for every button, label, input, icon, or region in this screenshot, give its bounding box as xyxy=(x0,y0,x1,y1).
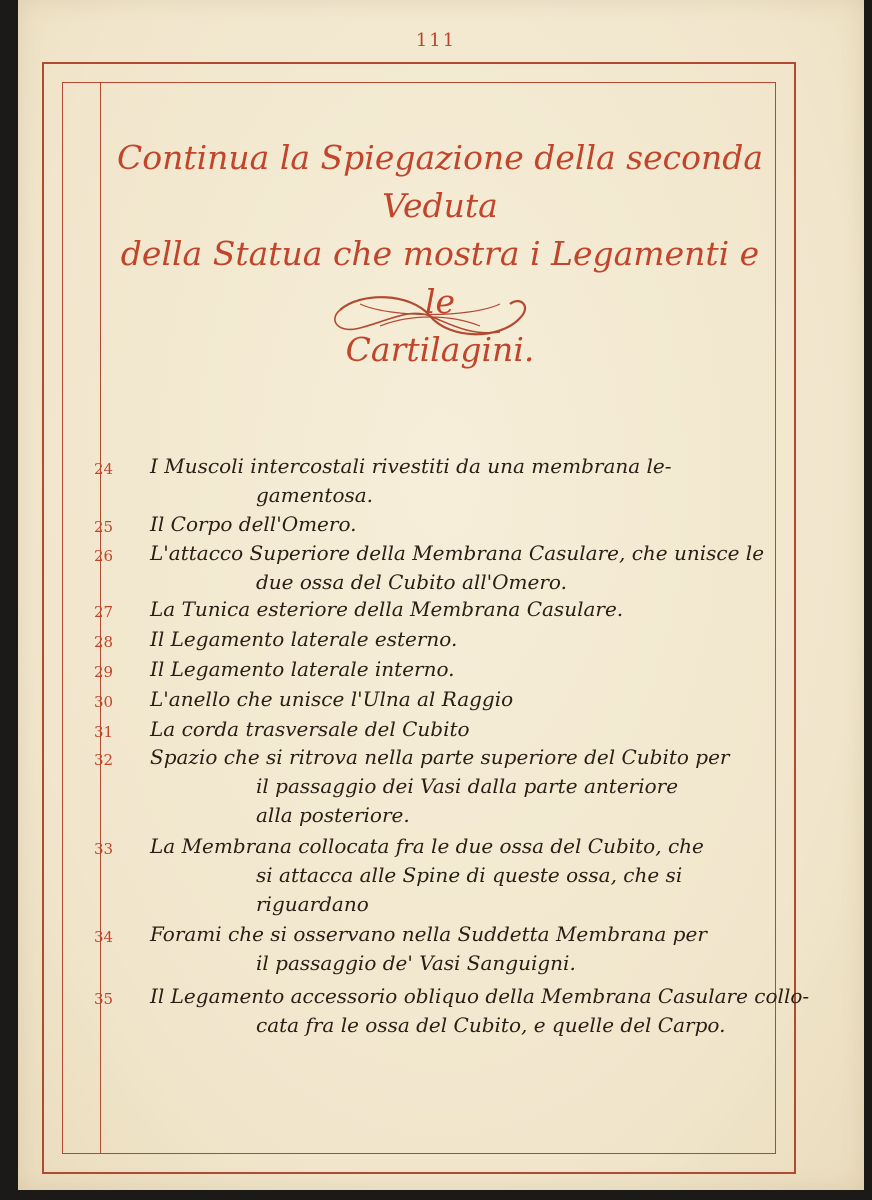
title-line-1: Continua la Spiegazione della seconda Veduta xyxy=(116,138,764,225)
entry-text-line: La corda trasversale del Cubito xyxy=(150,717,470,741)
entry-number: 24 xyxy=(94,460,114,478)
entry-text-line: Il Corpo dell'Omero. xyxy=(150,512,357,536)
entry-number: 34 xyxy=(94,928,114,946)
entry-text-line: I Muscoli intercostali rivestiti da una membrana le- xyxy=(150,454,672,478)
entry-number: 33 xyxy=(94,840,114,858)
entry-number: 27 xyxy=(94,603,114,621)
entry-number: 28 xyxy=(94,633,114,651)
entry-text-line: Spazio che si ritrova nella parte superiore del Cubito per xyxy=(150,745,730,769)
entry-text-line: Il Legamento accessorio obliquo della Membrana Casulare collo- xyxy=(150,984,810,1008)
entry-text-line: L'attacco Superiore della Membrana Casulare, che unisce le xyxy=(150,541,765,565)
entry-text-line: cata fra le ossa del Cubito, e quelle del Carpo. xyxy=(256,1013,726,1037)
entry-number: 29 xyxy=(94,663,114,681)
entry-text-line: Forami che si osservano nella Suddetta Membrana per xyxy=(150,922,707,946)
entry-text-line: due ossa del Cubito all'Omero. xyxy=(256,570,567,594)
page-number: 111 xyxy=(415,30,457,51)
entry-text-line: riguardano xyxy=(256,892,369,916)
entry-number: 35 xyxy=(94,990,114,1008)
entry-text-line: L'anello che unisce l'Ulna al Raggio xyxy=(150,687,514,711)
entry-text-line: alla posteriore. xyxy=(256,803,410,827)
entry-number: 30 xyxy=(94,693,114,711)
title-line-3: Cartilagini. xyxy=(345,330,535,369)
entry-text-line: Il Legamento laterale interno. xyxy=(150,657,455,681)
title-line-2: della Statua che mostra i Legamenti e le xyxy=(120,234,760,321)
entry-number: 31 xyxy=(94,723,114,741)
entry-text-line: La Tunica esteriore della Membrana Casulare. xyxy=(150,597,624,621)
entry-text-line: Il Legamento laterale esterno. xyxy=(150,627,458,651)
entry-text-line: il passaggio de' Vasi Sanguigni. xyxy=(256,951,576,975)
entry-number: 32 xyxy=(94,751,114,769)
entry-text-line: si attacca alle Spine di queste ossa, che si xyxy=(256,863,683,887)
entry-text-line: gamentosa. xyxy=(256,483,374,507)
entry-number: 25 xyxy=(94,518,114,536)
calligraphic-flourish xyxy=(320,288,540,344)
entry-text-line: La Membrana collocata fra le due ossa del Cubito, che xyxy=(150,834,704,858)
entry-number: 26 xyxy=(94,547,114,565)
entry-text-line: il passaggio dei Vasi dalla parte anteriore xyxy=(256,774,679,798)
